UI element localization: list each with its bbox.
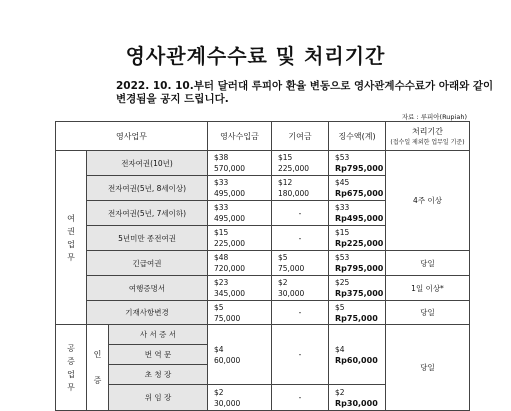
group-cert: 인 증 [87,325,109,411]
fee-cell: $48 720,000 [208,251,272,276]
deposit-cell: - [272,201,329,226]
period-cell: 당일 [386,325,470,411]
header-period-label: 처리기간 [412,127,443,136]
row-name: 위 임 장 [109,385,208,411]
total-cell: $2 Rp30,000 [329,385,386,411]
period-cell: 4주 이상 [386,151,470,251]
fee-cell: $33 495,000 [208,201,272,226]
group-passport: 여 권 업 무 [56,151,87,325]
table-row [56,151,470,176]
deposit-cell: $5 75,000 [272,251,329,276]
total-cell: $53 Rp795,000 [329,151,386,176]
fee-table [55,121,470,411]
fee-cell: $15 225,000 [208,226,272,251]
page-title: 영사관계수수료 및 처리기간 [125,44,386,68]
header-row [56,122,470,151]
header-work: 영사업무 [56,122,208,151]
row-name: 5년미만 종전여권 [87,226,208,251]
total-cell: $4 Rp60,000 [329,325,386,385]
deposit-cell: - [272,325,329,385]
header-period-sub: (접수일 제외한 업무일 기준) [390,139,465,146]
deposit-cell: - [272,301,329,325]
fee-cell: $38 570,000 [208,151,272,176]
header-total: 징수액(계) [329,122,386,151]
header-deposit: 기여금 [272,122,329,151]
fee-cell: $2 30,000 [208,385,272,411]
total-cell: $15 Rp225,000 [329,226,386,251]
fee-cell: $5 75,000 [208,301,272,325]
total-cell: $25 Rp375,000 [329,276,386,301]
total-cell: $5 Rp75,000 [329,301,386,325]
period-cell: 당일 [386,301,470,325]
total-cell: $53 Rp795,000 [329,251,386,276]
period-cell: 1일 이상* [386,276,470,301]
table-row [56,251,470,276]
row-name: 전자여권(5년, 8세이상) [87,176,208,201]
total-cell: $45 Rp675,000 [329,176,386,201]
group-notary: 공 증 업 무 [56,325,87,411]
fee-cell: $33 495,000 [208,176,272,201]
fee-cell: $23 345,000 [208,276,272,301]
row-name: 여행증명서 [87,276,208,301]
deposit-cell: - [272,226,329,251]
unit-note: 자료 : 루피아(Rupiah) [401,113,467,121]
header-period [386,122,470,151]
fee-cell: $4 60,000 [208,325,272,385]
row-name: 기재사항변경 [87,301,208,325]
row-name: 전자여권(5년, 7세이하) [87,201,208,226]
deposit-cell: $2 30,000 [272,276,329,301]
row-name: 전자여권(10년) [87,151,208,176]
deposit-cell: $15 225,000 [272,151,329,176]
total-cell: $33 Rp495,000 [329,201,386,226]
notice-text: 2022. 10. 10.부터 달러대 루피아 환율 변동으로 영사관계수수료가 아래와 같이 변경됨을 공지 드립니다. [116,80,494,105]
table-row [56,325,470,345]
deposit-cell: $12 180,000 [272,176,329,201]
header-fee: 영사수입금 [208,122,272,151]
deposit-cell: - [272,385,329,411]
row-name: 사 서 증 서 [109,325,208,345]
row-name: 초 청 장 [109,365,208,385]
period-cell: 당일 [386,251,470,276]
table-row [56,301,470,325]
row-name: 번 역 문 [109,345,208,365]
row-name: 긴급여권 [87,251,208,276]
table-row [56,276,470,301]
